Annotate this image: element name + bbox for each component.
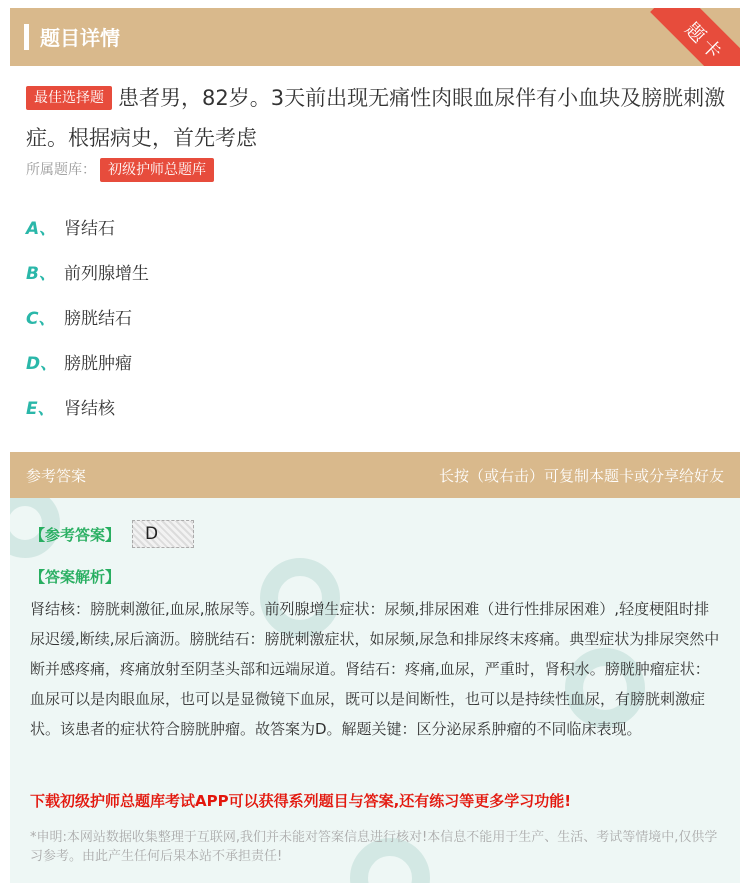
answer-label: 【参考答案】	[30, 526, 121, 544]
options-list	[26, 214, 726, 439]
library-label: 所属题库：	[26, 162, 96, 178]
option-letter: B、	[26, 264, 56, 284]
answer-section-body	[10, 498, 740, 883]
question-text-block	[26, 78, 732, 158]
answer-section-title: 参考答案	[26, 467, 87, 485]
option-b[interactable]	[26, 259, 726, 304]
option-text: 肾结核	[64, 399, 115, 419]
library-row	[26, 158, 214, 182]
option-text: 膀胱肿瘤	[64, 354, 132, 374]
header-accent-bar	[24, 24, 29, 50]
option-letter: E、	[26, 399, 55, 419]
analysis-text: 肾结核：膀胱刺激征,血尿,脓尿等。前列腺增生症状：尿频,排尿困难（进行性排尿困难）,轻度梗阻时排尿迟缓,断续,尿后滴沥。膀胱结石：膀胱刺激症状，如尿频,尿急和排尿终末疼痛。典型症状为排尿突然中断并感疼痛，疼痛放射至阴茎头部和远端尿道。肾结石：疼痛,血尿，严重时，肾积水。膀胱肿瘤症状：血尿可以是肉眼血尿，也可以是显微镜下血尿，既可以是间断性，也可以是持续性血尿，有膀胱刺激症状。该患者的症状符合膀胱肿瘤。故答案为D。解题关键：区分泌尿系肿瘤的不同临床表现。	[30, 600, 720, 738]
share-hint: 长按（或右击）可复制本题卡或分享给好友	[438, 467, 724, 485]
analysis-label: 【答案解析】	[30, 568, 121, 586]
question-card	[10, 66, 740, 438]
option-c[interactable]	[26, 304, 726, 349]
option-e[interactable]	[26, 394, 726, 439]
option-text: 前列腺增生	[64, 264, 149, 284]
option-letter: C、	[26, 309, 56, 329]
corner-ribbon	[650, 8, 740, 66]
library-tag[interactable]: 初级护师总题库	[100, 158, 214, 182]
option-text: 膀胱结石	[64, 309, 132, 329]
page-title: 题目详情	[40, 26, 120, 50]
question-text: 患者男，82岁。3天前出现无痛性肉眼血尿伴有小血块及膀胱刺激症。根据病史，首先考虑	[26, 86, 726, 150]
option-a[interactable]	[26, 214, 726, 259]
option-letter: D、	[26, 354, 58, 374]
corner-ribbon-label: 题卡	[680, 18, 729, 66]
option-letter: A、	[26, 219, 57, 239]
question-type-tag: 最佳选择题	[26, 86, 112, 110]
app-promo-link[interactable]: 下载初级护师总题库考试APP可以获得系列题目与答案,还有练习等更多学习功能!	[30, 792, 572, 810]
disclaimer-text: *申明:本网站数据收集整理于互联网,我们并未能对答案信息进行核对!本信息不能用于生产、生活、考试等情境中,仅供学习参考。由此产生任何后果本站不承担责任!	[30, 830, 718, 864]
answer-value: D	[132, 520, 194, 548]
option-d[interactable]	[26, 349, 726, 394]
option-text: 肾结石	[64, 219, 115, 239]
page-header	[10, 8, 740, 66]
answer-section-header	[10, 452, 740, 498]
